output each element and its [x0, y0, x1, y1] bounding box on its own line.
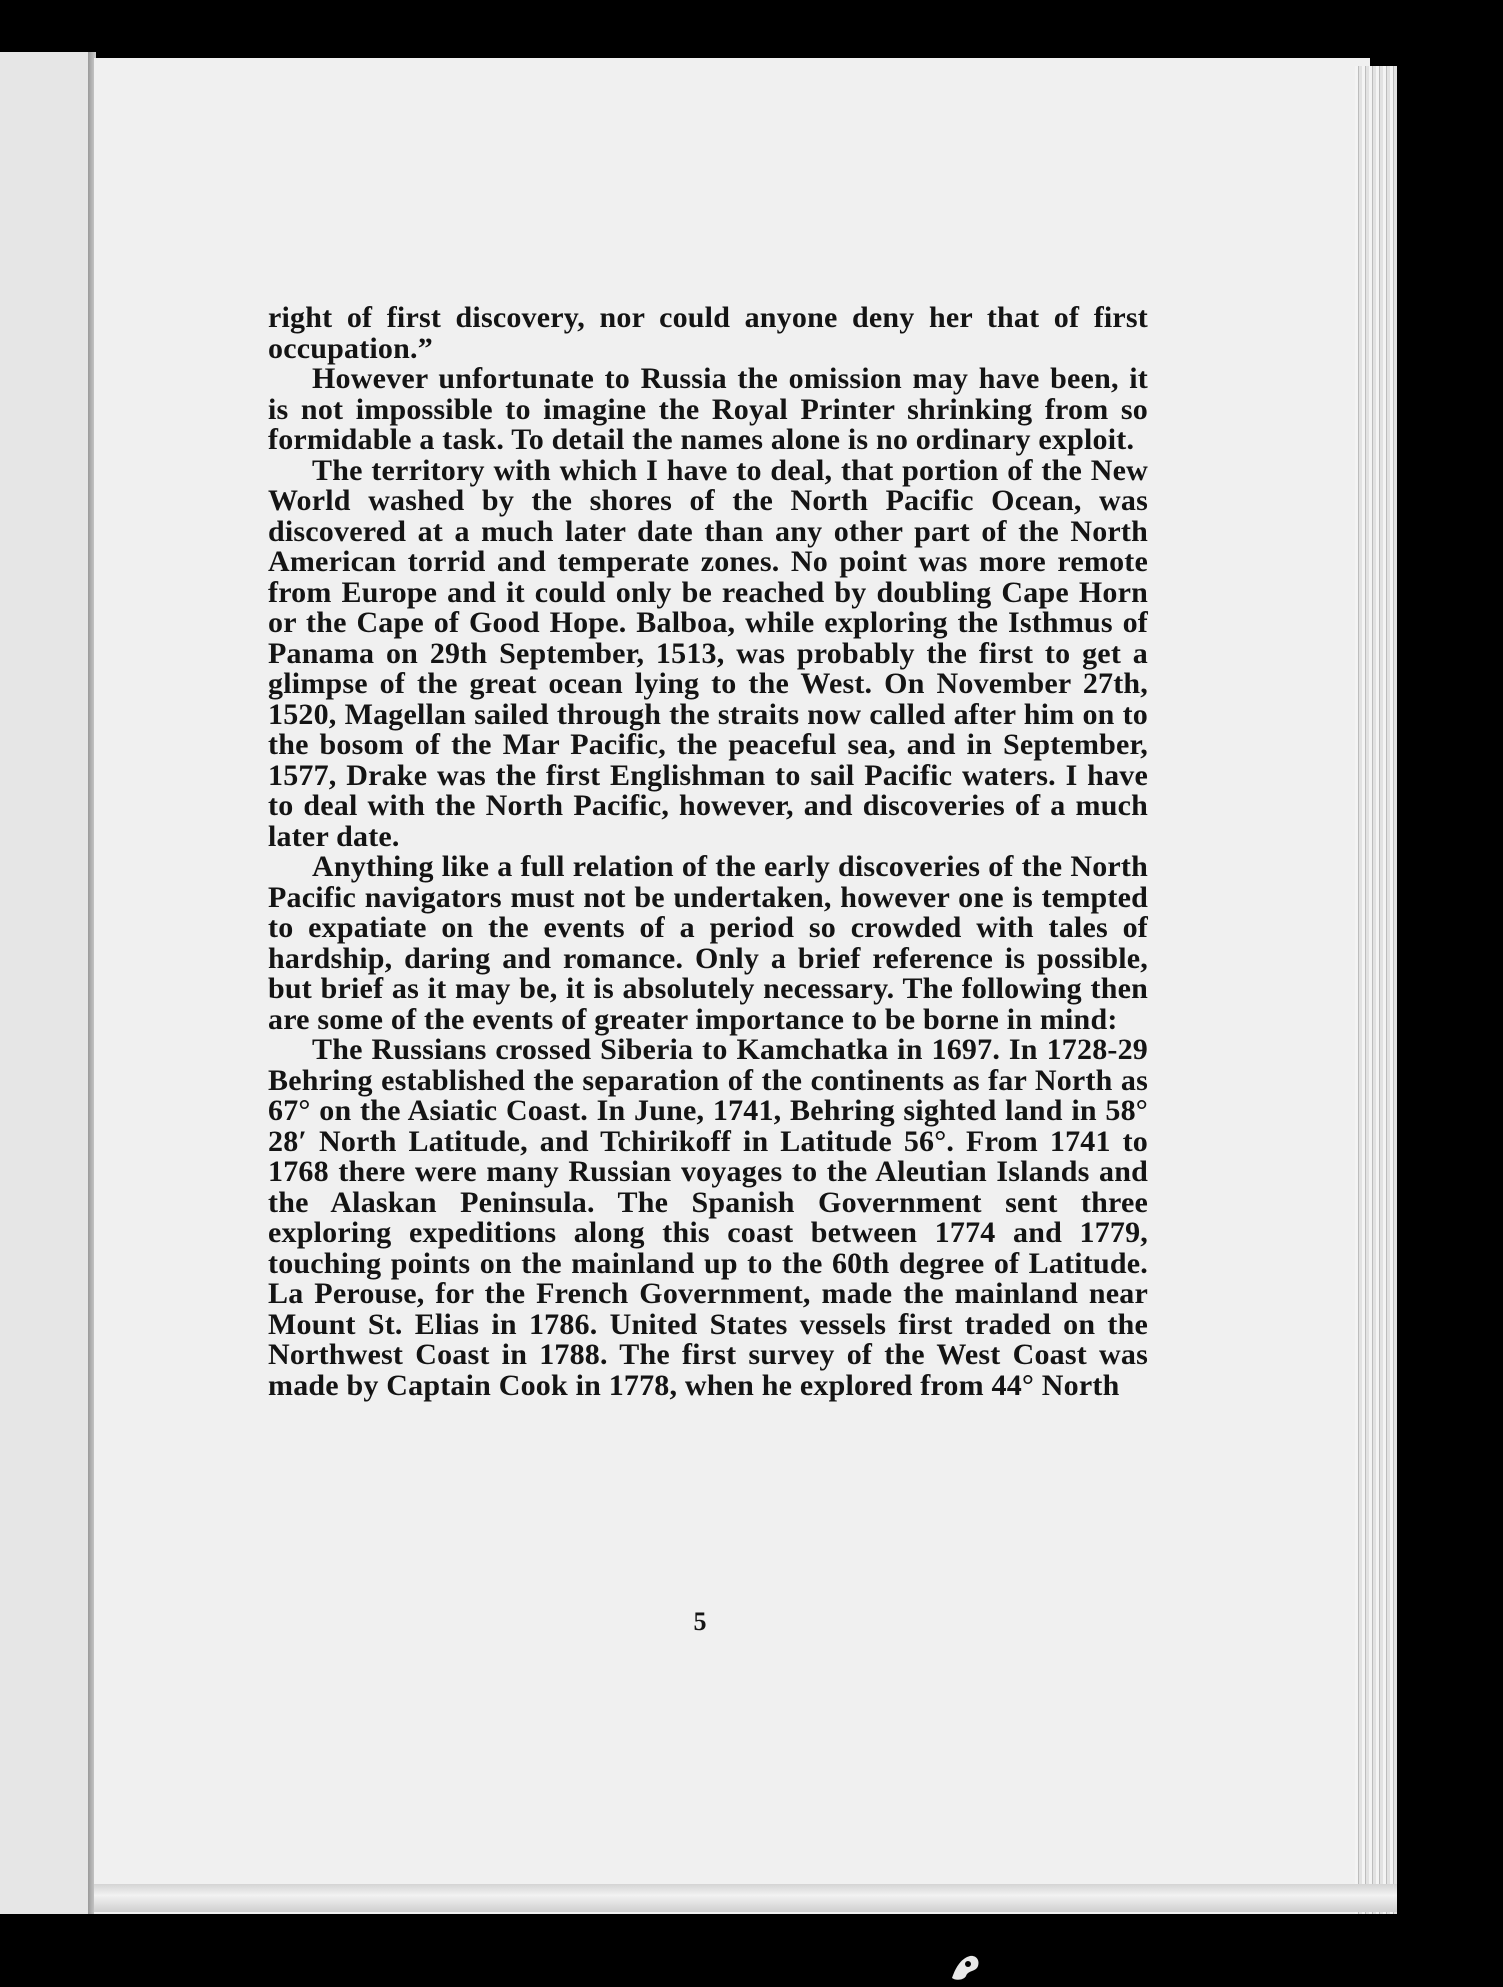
page-text	[268, 303, 1148, 1401]
paragraph: Anything like a full relation of the early discoveries of the North Pacific navigators must not be undertaken, however one is tempted to expatiate on the events of a period so crowded with tales of hardship, daring and romance. Only a brief reference is possible, but brief as it may be, it is absolutely necessary. The following then are some of the events of greater importance to be borne in mind:	[268, 850, 1148, 1036]
page-number: 5	[693, 1607, 707, 1636]
paragraph: The Russians crossed Siberia to Kamchatka in 1697. In 1728-29 Behring established the separation of the continents as far North as 67° on the Asiatic Coast. In June, 1741, Behring sighted land in 58° 28′ North Latitude, and Tchirikoff in Latitude 56°. From 1741 to 1768 there were many Russian voyages to the Aleutian Islands and the Alaskan Peninsula. The Spanish Government sent three exploring expeditions along this coast between 1774 and 1779, touching points on the mainland up to the 60th degree of Latitude. La Perouse, for the French Government, made the mainland near Mount St. Elias in 1786. United States vessels first traded on the Northwest Coast in 1788. The first survey of the West Coast was made by Captain Cook in 1778, when he explored from 44° North	[268, 1033, 1148, 1402]
scan-artifact-icon	[948, 1952, 984, 1982]
page-fore-edge	[1355, 66, 1397, 1914]
paragraph: However unfortunate to Russia the omission may have been, it is not impossible to imagine the Royal Printer shrinking from so formidable a task. To detail the names alone is no ordinary exploit.	[268, 362, 1148, 456]
paragraph: right of first discovery, nor could anyone deny her that of first occupation.”	[268, 301, 1148, 365]
paragraph: The territory with which I have to deal, that portion of the New World washed by the shores of the North Pacific Ocean, was discovered at a much later date than any other part of the North American torrid and temperate zones. No point was more remote from Europe and it could only be reached by doubling Cape Horn or the Cape of Good Hope. Balboa, while exploring the Isthmus of Panama on 29th September, 1513, was probably the first to get a glimpse of the great ocean lying to the West. On November 27th, 1520, Magellan sailed through the straits now called after him on to the bosom of the Mar Pacific, the peaceful sea, and in September, 1577, Drake was the first Englishman to sail Pacific waters. I have to deal with the North Pacific, however, and discoveries of a much later date.	[268, 453, 1148, 853]
left-page	[0, 52, 90, 1914]
page-bottom-edge	[94, 1884, 1397, 1912]
